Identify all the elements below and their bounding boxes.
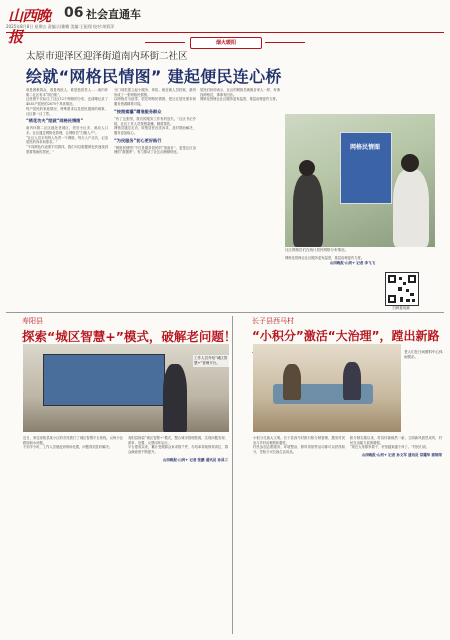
paragraph: 这张图不仅标注了社区12个网格的分布，还清晰记录了4035户居民的2870个具体情况。	[26, 97, 108, 107]
person-figure	[163, 364, 187, 432]
person-head	[299, 160, 315, 176]
paragraph: 以网格员为纽带，依托网格民情图，把社区居民需求和服务资源精准对接。	[114, 97, 196, 107]
banner-line-right	[265, 42, 305, 43]
article2-column-2	[128, 436, 228, 463]
paragraph: 平台建成以来，累计受理群众诉求数千件，办结率持续保持高位，群众满意度不断提升。	[128, 445, 228, 455]
article1-column-3	[200, 88, 280, 102]
board-label: 网格民情图	[349, 144, 380, 151]
page-number: 06	[64, 5, 84, 21]
person-figure	[293, 174, 323, 247]
paragraph: 寿阳县探索“城区智慧+”模式，整合城市管理资源，实现问题发现、派单、处置、反馈闭环运行。	[128, 436, 228, 445]
paragraph: “网格民情图”不仅是服务居民的“指南针”，更是社区治理的“数据库”，有力推动了社区治理精细化。	[114, 145, 196, 155]
person-figure	[393, 169, 429, 247]
article1-column-2	[114, 88, 196, 155]
article3-headline: “小积分”激活“大治理”，蹚出新路	[252, 329, 440, 343]
paragraph: 每户居民的家庭情况、特殊需求以及居民遇到的难事，社区都一目了然。	[26, 106, 108, 116]
paragraph: 不到半小时，工作人员便赶到现场处置，问题得到及时解决。	[23, 445, 113, 450]
article3-photo-caption: 老人们在日间照料中心休闲娱乐。	[404, 350, 443, 359]
article2-headline: 探索“城区智慧+”模式，破解老问题！	[22, 329, 237, 344]
column-tag: 烟火暖阳	[190, 37, 262, 49]
article2-byline: 山西晚报·山河+ 记者 张鹏 通讯员 孙昌三	[162, 457, 228, 462]
section-title: 社会直通车	[86, 8, 141, 21]
article1-byline: 山西晚报·山河+ 记者 李飞飞	[329, 260, 375, 265]
article1-subhead-2: “按图索骥”精准服务群众	[114, 108, 162, 114]
paragraph: “社区人员平均每人负责一个网格，每天入户走访，记录居民的诉求和需求。”	[26, 135, 108, 145]
newspaper-logo: 山西晚报	[8, 7, 51, 46]
article2-column-1	[23, 436, 123, 450]
grid-map-board	[340, 132, 392, 204]
paragraph: 网格员通过走访，收集居民各类诉求，及时帮助解决，服务更加贴心。	[114, 126, 196, 135]
person-figure	[283, 364, 301, 400]
article3-kicker: 长子县西马村	[252, 317, 294, 325]
paragraph: 网格化管理让社区服务更有温度，基层治理更有力度。	[200, 97, 280, 102]
paragraph: “有了这张图，我们的服务工作有的放矢。”社区书记介绍，社区工作人员按图索骥，精准帮扶。	[114, 116, 196, 126]
article3-column-1	[253, 436, 345, 455]
paragraph: 南内环街二社区地处老城区，老旧小区多、流动人口多。社区通过网格化管理，让网格员“扫楼入户”。	[26, 126, 108, 135]
paragraph: 谁是困难群众、谁是残疾人、谁是独居老人……南内环街二社区有本“明白账”。	[26, 88, 108, 97]
person-figure	[343, 362, 361, 400]
article1-subhead-3: “为民服务”初心更好践行	[114, 137, 162, 143]
article3-column-2	[350, 436, 442, 458]
article1-photo	[285, 114, 435, 247]
paragraph: 网格化管理让社区服务更有温度，基层治理更有力度。	[285, 256, 365, 260]
section-divider	[6, 312, 444, 313]
paragraph: “现在大家都争着干，村里越来越干净了。”村民们说。	[350, 445, 430, 450]
article1-column-1	[26, 88, 108, 154]
person-head	[401, 154, 419, 172]
header-rule	[6, 32, 444, 33]
qr-code[interactable]	[385, 272, 419, 306]
article1-column-4	[285, 256, 375, 266]
banner-line-left	[145, 42, 185, 43]
paragraph: 村民参加志愿服务、环境整治、移风易俗等活动都可以获得积分，凭积分可兑换生活用品。	[253, 445, 345, 455]
article1-photo-caption: 社区网格员们在统计居民网格分布情况。	[285, 248, 348, 252]
article3-byline: 山西晚报·山河+ 记者 孙文军 通讯员 常耀华 郭锦荣	[361, 453, 442, 458]
article3-photo	[253, 344, 401, 432]
article1-subhead-1: “绣花功夫”绘就“网格民情图”	[26, 118, 84, 124]
article1-headline: 绘就“网格民情图” 建起便民连心桥	[26, 67, 282, 86]
column-divider	[232, 316, 233, 634]
dateline: 2025年8月8日 星期五 责编:冯雅娜 美编:王振翔 校对:胡彩萍	[6, 24, 115, 29]
article2-photo-caption: 工作人员介绍“城区智慧+”管理平台。	[193, 355, 231, 367]
paragraph: 居民们纷纷表示，社区的网格员就像自家人一样，有事找网格员，事事有回音。	[200, 88, 280, 97]
paragraph: 积分制实施以来，村容村貌焕然一新，文明新风蔚然成风，村民自治能力显著增强。	[350, 436, 442, 445]
article2-kicker: 寿阳县	[22, 317, 43, 325]
qr-code-icon	[386, 273, 418, 305]
qr-caption: 扫码看视频	[392, 306, 410, 310]
article1-kicker: 太原市迎泽区迎泽街道南内环街二社区	[26, 51, 188, 62]
paragraph: 分门别类建立起小服务、体检、就近就人员档案，最终形成了一张网格民情图。	[114, 88, 196, 97]
paragraph: “不同颜色代表着不同群体，我们可以根据颜色快速找到需要帮助的居民。”	[26, 145, 108, 154]
paragraph: 小积分兑换大文明。长子县西马村推行积分制管理，激发村民参与乡村治理的积极性。	[253, 436, 345, 445]
paragraph: 近日，家住寿阳县某小区的市民拨打了城区智慧平台热线，反映小区路面积水问题。	[23, 436, 123, 445]
monitor-wall	[43, 354, 165, 406]
